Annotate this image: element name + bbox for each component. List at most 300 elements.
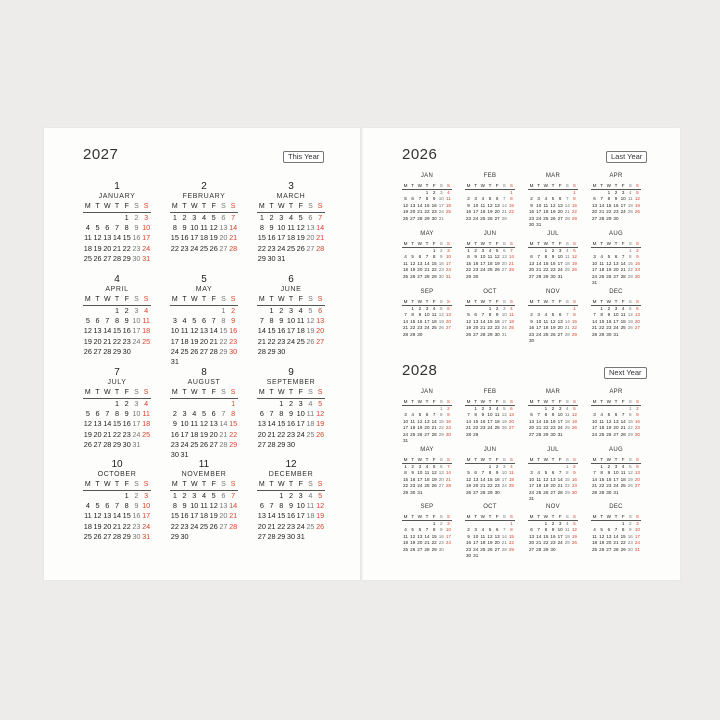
day-cell: 28 bbox=[112, 531, 122, 541]
weekday-label: M bbox=[403, 514, 408, 519]
day-cell: 18 bbox=[83, 243, 92, 253]
month-block bbox=[528, 388, 578, 438]
weekday-label: T bbox=[614, 514, 618, 519]
weekday-label: M bbox=[171, 481, 178, 488]
weekday-label: F bbox=[432, 241, 436, 246]
day-cell: 20 bbox=[606, 540, 612, 546]
day-cell: 2 bbox=[467, 196, 470, 202]
day-cell: 10 bbox=[536, 202, 542, 208]
weekday-label: T bbox=[95, 203, 100, 210]
day-cell: 25 bbox=[431, 325, 437, 331]
day-cell: 10 bbox=[132, 316, 141, 326]
day-cell: 14 bbox=[466, 418, 472, 424]
day-cell: 10 bbox=[557, 527, 563, 533]
day-cell: 31 bbox=[403, 438, 409, 444]
day-cell: 22 bbox=[599, 483, 605, 489]
day-cell: 9 bbox=[269, 223, 274, 233]
day-cell: 2 bbox=[439, 521, 443, 526]
day-cell: 14 bbox=[508, 254, 514, 260]
day-cell bbox=[228, 357, 238, 367]
day-cell: 24 bbox=[296, 429, 305, 439]
day-cell: 3 bbox=[279, 213, 284, 222]
day-cell: 25 bbox=[286, 243, 296, 253]
weekday-label: S bbox=[502, 183, 506, 188]
day-cell: 29 bbox=[627, 273, 633, 279]
weekday-label: T bbox=[411, 241, 415, 246]
day-cell: 11 bbox=[190, 419, 199, 429]
day-cell: 2 bbox=[439, 248, 443, 253]
day-cell bbox=[199, 532, 209, 542]
day-cell: 5 bbox=[85, 409, 90, 419]
day-cell: 1 bbox=[172, 213, 177, 222]
day-cell: 18 bbox=[306, 511, 315, 521]
day-cell: 14 bbox=[536, 418, 542, 424]
day-cell: 25 bbox=[403, 546, 409, 552]
day-cell: 25 bbox=[403, 273, 409, 279]
day-cell bbox=[296, 440, 306, 450]
day-cell: 14 bbox=[620, 260, 626, 266]
weekday-label: W bbox=[543, 514, 549, 519]
day-cell: 7 bbox=[467, 412, 470, 418]
day-cell: 13 bbox=[557, 202, 563, 208]
weekday-label: F bbox=[432, 399, 436, 404]
day-cell: 18 bbox=[599, 425, 605, 431]
day-cell bbox=[634, 490, 641, 496]
day-cell: 2 bbox=[530, 196, 533, 202]
week-row bbox=[402, 490, 452, 496]
weekday-label: T bbox=[614, 241, 618, 246]
day-cell: 27 bbox=[199, 346, 209, 356]
weekday-label: S bbox=[565, 399, 569, 404]
day-cell bbox=[83, 213, 93, 223]
day-cell bbox=[296, 254, 306, 264]
weekday-label: S bbox=[572, 514, 576, 519]
day-cell: 4 bbox=[481, 196, 485, 202]
day-cell: 9 bbox=[279, 316, 284, 326]
day-cell: 7 bbox=[537, 412, 540, 418]
day-cell: 29 bbox=[112, 346, 122, 356]
day-cell: 13 bbox=[606, 533, 612, 539]
weekday-label: T bbox=[488, 514, 492, 519]
day-cell: 28 bbox=[620, 273, 626, 279]
day-cell: 10 bbox=[132, 409, 141, 419]
day-cell: 27 bbox=[557, 331, 563, 337]
day-cell: 31 bbox=[613, 489, 619, 495]
day-cell bbox=[93, 491, 103, 501]
week-row bbox=[591, 547, 641, 553]
weekday-label: W bbox=[190, 481, 198, 488]
day-cell: 9 bbox=[474, 254, 477, 260]
day-cell: 19 bbox=[543, 483, 549, 489]
weekday-header bbox=[528, 298, 578, 306]
day-cell: 21 bbox=[403, 325, 409, 331]
day-cell: 16 bbox=[494, 318, 500, 324]
day-cell: 28 bbox=[557, 489, 563, 495]
day-cell: 21 bbox=[480, 483, 486, 489]
day-cell: 18 bbox=[199, 233, 209, 243]
day-cell: 25 bbox=[494, 425, 500, 431]
day-cell: 11 bbox=[431, 312, 437, 318]
weekday-label: F bbox=[495, 183, 499, 188]
weekday-label: W bbox=[103, 389, 111, 396]
day-cell: 17 bbox=[620, 202, 626, 208]
weekday-label: S bbox=[439, 514, 443, 519]
day-cell: 19 bbox=[190, 336, 199, 346]
day-cell: 22 bbox=[112, 336, 122, 346]
week-row bbox=[83, 491, 151, 501]
day-cell: 5 bbox=[600, 527, 603, 533]
day-cell: 19 bbox=[316, 511, 325, 521]
day-cell bbox=[257, 306, 267, 316]
month-name: MAR bbox=[545, 389, 561, 395]
day-cell: 12 bbox=[487, 202, 493, 208]
day-cell: 4 bbox=[600, 412, 603, 418]
day-cell: 18 bbox=[480, 209, 486, 215]
day-cell: 14 bbox=[103, 326, 112, 336]
day-cell: 7 bbox=[593, 312, 596, 318]
day-cell: 27 bbox=[257, 439, 266, 449]
day-cell: 27 bbox=[613, 273, 619, 279]
day-cell: 12 bbox=[296, 223, 305, 233]
week-row bbox=[257, 223, 325, 233]
day-cell: 6 bbox=[558, 196, 562, 202]
day-cell: 26 bbox=[209, 521, 218, 531]
day-cell: 24 bbox=[501, 483, 507, 489]
day-cell: 16 bbox=[277, 326, 286, 336]
day-cell: 12 bbox=[190, 326, 199, 336]
day-cell: 19 bbox=[306, 326, 315, 336]
month-number: 6 bbox=[288, 274, 294, 285]
day-cell: 26 bbox=[487, 546, 493, 552]
weekday-header bbox=[465, 298, 515, 306]
weekday-label: W bbox=[543, 399, 549, 404]
day-cell: 24 bbox=[620, 209, 626, 215]
day-cell: 20 bbox=[501, 260, 507, 266]
week-row bbox=[257, 440, 325, 450]
day-cell: 2 bbox=[288, 399, 294, 408]
day-cell bbox=[180, 399, 190, 409]
day-cell: 30 bbox=[627, 546, 633, 552]
day-cell: 26 bbox=[571, 425, 577, 431]
day-cell: 29 bbox=[606, 215, 612, 221]
day-cell: 8 bbox=[425, 196, 429, 202]
month-block bbox=[257, 459, 325, 542]
day-cell bbox=[180, 357, 190, 367]
day-cell: 3 bbox=[537, 196, 540, 202]
weekday-label: T bbox=[425, 299, 429, 304]
month-block bbox=[591, 172, 641, 222]
day-cell: 5 bbox=[308, 306, 313, 315]
day-cell: 20 bbox=[199, 336, 209, 346]
weekday-label: T bbox=[614, 457, 618, 462]
day-cell bbox=[564, 338, 571, 344]
day-cell: 28 bbox=[536, 273, 542, 279]
day-cell: 12 bbox=[83, 419, 92, 429]
weekday-label: M bbox=[171, 389, 178, 396]
weekday-label: W bbox=[480, 514, 486, 519]
day-cell: 9 bbox=[447, 412, 450, 418]
day-cell bbox=[535, 338, 542, 344]
week-row bbox=[528, 547, 578, 553]
day-cell: 9 bbox=[288, 501, 294, 511]
day-cell: 20 bbox=[306, 233, 315, 243]
month-number: 2 bbox=[201, 181, 207, 192]
day-cell: 14 bbox=[417, 202, 423, 208]
day-cell: 23 bbox=[494, 325, 500, 331]
day-cell bbox=[571, 274, 578, 280]
day-cell: 30 bbox=[634, 431, 640, 437]
month-block bbox=[465, 288, 515, 338]
weekday-label: M bbox=[84, 296, 91, 303]
week-row bbox=[170, 409, 238, 419]
day-cell: 4 bbox=[404, 527, 407, 533]
day-cell bbox=[209, 357, 219, 367]
weekday-label: F bbox=[495, 514, 499, 519]
day-cell: 3 bbox=[144, 213, 149, 222]
day-cell: 18 bbox=[142, 419, 151, 429]
day-cell: 5 bbox=[318, 399, 323, 408]
day-cell: 30 bbox=[417, 331, 423, 337]
day-cell: 20 bbox=[494, 540, 500, 546]
day-cell: 18 bbox=[599, 267, 605, 273]
month-name: OCT bbox=[483, 289, 497, 295]
day-cell: 24 bbox=[487, 425, 493, 431]
day-cell: 6 bbox=[211, 409, 216, 419]
day-cell bbox=[315, 347, 325, 357]
day-cell: 12 bbox=[209, 223, 218, 233]
day-cell: 21 bbox=[267, 521, 276, 531]
day-cell: 30 bbox=[571, 489, 577, 495]
weekday-label: T bbox=[537, 241, 541, 246]
weekday-header bbox=[528, 182, 578, 190]
weekday-label: W bbox=[417, 514, 423, 519]
day-cell: 29 bbox=[571, 331, 577, 337]
week-row bbox=[83, 306, 151, 316]
weekday-label: T bbox=[600, 183, 604, 188]
day-cell: 13 bbox=[508, 412, 514, 418]
weekday-header bbox=[465, 513, 515, 521]
day-cell: 6 bbox=[411, 196, 414, 202]
day-cell: 17 bbox=[557, 260, 563, 266]
day-cell bbox=[189, 357, 199, 367]
weekday-label: W bbox=[480, 299, 486, 304]
day-cell: 12 bbox=[316, 409, 325, 419]
day-cell: 18 bbox=[306, 419, 315, 429]
day-cell: 18 bbox=[142, 326, 151, 336]
day-cell: 1 bbox=[573, 190, 576, 195]
day-cell: 4 bbox=[593, 527, 596, 533]
day-cell: 19 bbox=[410, 540, 416, 546]
day-cell: 16 bbox=[180, 511, 189, 521]
day-cell: 29 bbox=[403, 489, 409, 495]
day-cell: 21 bbox=[229, 511, 238, 521]
weekday-label: T bbox=[600, 514, 604, 519]
day-cell: 12 bbox=[634, 196, 640, 202]
day-cell: 18 bbox=[487, 260, 493, 266]
day-cell: 30 bbox=[132, 253, 141, 263]
day-cell: 8 bbox=[172, 501, 177, 511]
weekday-label: F bbox=[558, 241, 562, 246]
day-cell: 4 bbox=[85, 501, 90, 511]
day-cell: 25 bbox=[180, 346, 189, 356]
day-cell: 3 bbox=[404, 412, 407, 418]
day-cell: 18 bbox=[424, 476, 430, 482]
day-cell: 8 bbox=[628, 412, 632, 418]
day-cell bbox=[141, 440, 151, 450]
weekday-label: S bbox=[509, 457, 513, 462]
day-cell: 24 bbox=[142, 243, 151, 253]
day-cell: 23 bbox=[286, 429, 296, 439]
day-cell: 12 bbox=[466, 318, 472, 324]
weekday-header bbox=[591, 456, 641, 464]
day-cell: 30 bbox=[613, 215, 619, 221]
day-cell: 18 bbox=[620, 318, 626, 324]
day-cell: 7 bbox=[425, 527, 429, 533]
day-cell: 13 bbox=[557, 318, 563, 324]
day-cell: 21 bbox=[417, 209, 423, 215]
day-cell: 20 bbox=[473, 325, 479, 331]
month-name: DECEMBER bbox=[268, 471, 314, 478]
day-cell: 19 bbox=[606, 425, 612, 431]
day-cell: 27 bbox=[606, 546, 612, 552]
day-cell: 24 bbox=[445, 267, 451, 273]
day-cell: 7 bbox=[558, 470, 562, 476]
day-cell: 5 bbox=[439, 306, 443, 311]
weekday-label: S bbox=[565, 299, 569, 304]
month-block bbox=[402, 446, 452, 496]
weekday-label: W bbox=[606, 399, 612, 404]
day-cell: 23 bbox=[170, 439, 179, 449]
day-cell: 14 bbox=[424, 533, 430, 539]
day-cell: 28 bbox=[112, 253, 122, 263]
day-cell: 30 bbox=[606, 489, 612, 495]
day-cell: 26 bbox=[93, 253, 102, 263]
day-cell: 22 bbox=[606, 209, 612, 215]
day-cell: 23 bbox=[132, 521, 141, 531]
day-cell: 11 bbox=[564, 412, 570, 418]
day-cell: 6 bbox=[95, 316, 100, 326]
day-cell: 24 bbox=[180, 439, 189, 449]
day-cell bbox=[170, 306, 180, 316]
month-block bbox=[83, 367, 151, 450]
day-cell: 21 bbox=[445, 476, 451, 482]
day-cell: 24 bbox=[501, 325, 507, 331]
day-cell: 23 bbox=[438, 267, 444, 273]
month-block bbox=[528, 230, 578, 280]
day-cell: 16 bbox=[438, 260, 444, 266]
week-row bbox=[402, 274, 452, 280]
day-cell: 14 bbox=[229, 501, 238, 511]
day-cell: 8 bbox=[488, 312, 492, 318]
day-cell: 14 bbox=[267, 511, 276, 521]
day-cell: 19 bbox=[550, 209, 556, 215]
day-cell: 21 bbox=[599, 209, 605, 215]
day-cell: 11 bbox=[180, 326, 189, 336]
day-cell bbox=[494, 432, 501, 438]
day-cell: 1 bbox=[621, 521, 625, 526]
day-cell: 3 bbox=[558, 406, 562, 411]
weekday-label: T bbox=[411, 299, 415, 304]
day-cell: 1 bbox=[600, 464, 603, 469]
day-cell bbox=[501, 274, 508, 280]
weekday-label: F bbox=[558, 183, 562, 188]
day-cell: 12 bbox=[93, 511, 102, 521]
day-cell: 26 bbox=[634, 209, 640, 215]
day-cell: 17 bbox=[592, 425, 598, 431]
day-cell: 30 bbox=[606, 331, 612, 337]
day-cell bbox=[620, 332, 627, 338]
weekday-label: S bbox=[635, 514, 639, 519]
weekday-label: T bbox=[551, 399, 555, 404]
day-cell: 8 bbox=[565, 470, 569, 476]
day-cell: 14 bbox=[480, 318, 486, 324]
day-cell bbox=[634, 280, 641, 286]
day-cell: 7 bbox=[404, 312, 407, 318]
day-cell: 10 bbox=[180, 419, 189, 429]
day-cell: 30 bbox=[550, 273, 556, 279]
weekday-label: S bbox=[635, 183, 639, 188]
day-cell: 13 bbox=[93, 326, 102, 336]
day-cell: 9 bbox=[467, 533, 470, 539]
day-cell: 12 bbox=[93, 233, 102, 243]
day-cell: 5 bbox=[544, 470, 548, 476]
weekday-label: M bbox=[529, 514, 534, 519]
weekday-header bbox=[257, 295, 325, 306]
day-cell: 9 bbox=[607, 312, 611, 318]
day-cell: 30 bbox=[286, 439, 296, 449]
day-cell: 7 bbox=[269, 409, 274, 419]
week-row bbox=[257, 501, 325, 511]
day-cell: 3 bbox=[447, 248, 450, 253]
day-cell: 11 bbox=[509, 312, 514, 318]
day-cell bbox=[112, 213, 122, 223]
day-cell: 8 bbox=[231, 409, 236, 419]
day-cell bbox=[479, 432, 486, 438]
day-cell: 17 bbox=[142, 511, 151, 521]
day-cell: 22 bbox=[543, 540, 549, 546]
day-cell: 9 bbox=[530, 318, 533, 324]
day-cell: 2 bbox=[607, 306, 611, 311]
weekday-label: T bbox=[411, 183, 415, 188]
day-cell: 19 bbox=[438, 318, 444, 324]
day-cell: 16 bbox=[445, 418, 451, 424]
day-cell: 13 bbox=[473, 318, 479, 324]
day-cell: 28 bbox=[592, 489, 598, 495]
day-cell: 2 bbox=[418, 306, 422, 311]
day-cell: 29 bbox=[543, 431, 549, 437]
day-cell: 29 bbox=[487, 331, 493, 337]
day-cell: 20 bbox=[417, 267, 423, 273]
day-cell bbox=[627, 490, 634, 496]
day-cell: 27 bbox=[417, 546, 423, 552]
weekday-label: W bbox=[543, 183, 549, 188]
day-cell: 5 bbox=[95, 501, 100, 511]
day-cell bbox=[286, 254, 296, 264]
day-cell: 23 bbox=[634, 425, 640, 431]
day-cell: 10 bbox=[487, 412, 493, 418]
day-cell: 14 bbox=[267, 419, 276, 429]
day-cell: 20 bbox=[508, 418, 514, 424]
weekday-label: S bbox=[446, 399, 450, 404]
day-cell: 9 bbox=[124, 316, 129, 326]
day-cell: 5 bbox=[298, 213, 303, 222]
day-cell bbox=[535, 496, 542, 502]
day-cell bbox=[83, 399, 93, 409]
day-cell: 21 bbox=[431, 425, 437, 431]
day-cell: 26 bbox=[93, 531, 102, 541]
day-cell: 5 bbox=[418, 412, 422, 418]
day-cell: 9 bbox=[636, 412, 639, 418]
